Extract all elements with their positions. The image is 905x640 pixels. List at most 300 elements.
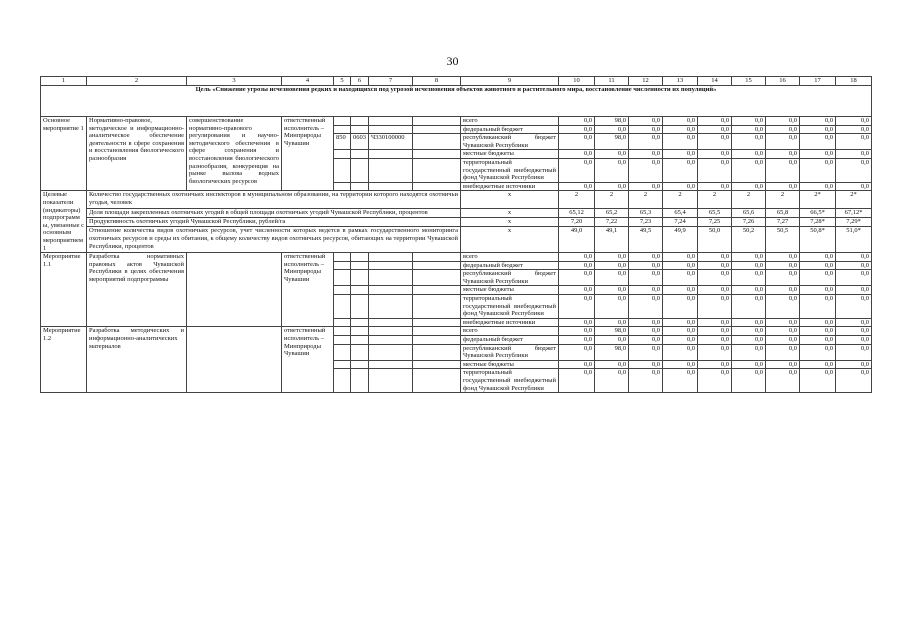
indicator-value-13: 65,4 bbox=[663, 208, 698, 217]
main-event-1-code-target: Ч330100000 bbox=[369, 134, 413, 150]
indicator-value-18: 67,12* bbox=[836, 208, 872, 217]
main-event-1-value-15: 0,0 bbox=[732, 182, 766, 191]
event-1-2-code-target bbox=[369, 369, 413, 393]
event-1-2-value-14: 0,0 bbox=[698, 336, 732, 345]
indicator-name: Отношение количества видов охотничьих ресурсов, учет численности которых ведется в рамках государственного мониторинга охотничьих ресурсов и среды их обитания, к общему количеству видов охотничьих ресурсов, обитающих на территории Чувашской Республики, процентов bbox=[87, 227, 461, 253]
column-number-6: 6 bbox=[351, 77, 369, 86]
indicator-x: x bbox=[461, 191, 559, 208]
column-number-8: 8 bbox=[413, 77, 461, 86]
event-1-1-value-13: 0,0 bbox=[663, 253, 698, 262]
column-number-15: 15 bbox=[732, 77, 766, 86]
event-1-2-value-10: 0,0 bbox=[559, 327, 595, 336]
main-event-1-funding-source: территориальный государственный внебюджетный фонд Чувашской Республики bbox=[461, 158, 559, 182]
event-1-2-value-13: 0,0 bbox=[663, 369, 698, 393]
event-1-1-value-16: 0,0 bbox=[766, 286, 800, 295]
main-event-1-funding-source: республиканский бюджет Чувашской Республики bbox=[461, 134, 559, 150]
main-event-1-value-17: 0,0 bbox=[800, 150, 836, 159]
main-event-1-title: Нормативно-правовое, методическое и информационно-аналитическое обеспечение деятельности в сфере сохранения и восстановления биологического разнообразия bbox=[87, 117, 187, 191]
column-number-11: 11 bbox=[595, 77, 629, 86]
main-event-1-value-15: 0,0 bbox=[732, 134, 766, 150]
event-1-2-value-17: 0,0 bbox=[800, 369, 836, 393]
main-event-1-value-10: 0,0 bbox=[559, 117, 595, 126]
event-1-1-code-type bbox=[413, 318, 461, 327]
indicator-value-12: 49,5 bbox=[629, 227, 663, 253]
event-1-2-code-type bbox=[413, 327, 461, 336]
event-1-2-code-section bbox=[351, 327, 369, 336]
event-1-2-value-10: 0,0 bbox=[559, 344, 595, 360]
event-1-1-value-15: 0,0 bbox=[732, 253, 766, 262]
main-event-1-result: совершенствование нормативно-правового регулирования и научно-методического обеспечения в сфере сохранения и восстановления биологического разнообразия, конкуренция на рынке вылова водных биологических ресурсов bbox=[187, 117, 282, 191]
event-1-1-code-section bbox=[351, 318, 369, 327]
event-1-1-value-17: 0,0 bbox=[800, 261, 836, 270]
event-1-1-value-13: 0,0 bbox=[663, 318, 698, 327]
main-event-1-value-18: 0,0 bbox=[836, 158, 872, 182]
main-event-1-code-section bbox=[351, 117, 369, 126]
goal-text: Цель «Снижение угрозы исчезновения редких и находящихся под угрозой исчезновения объектов животного и растительного мира, восстановление численности их популяций» bbox=[41, 86, 872, 117]
indicator-value-13: 49,9 bbox=[663, 227, 698, 253]
event-1-1-value-18: 0,0 bbox=[836, 261, 872, 270]
event-1-1-value-10: 0,0 bbox=[559, 286, 595, 295]
main-event-1-value-13: 0,0 bbox=[663, 134, 698, 150]
main-event-1-value-14: 0,0 bbox=[698, 125, 732, 134]
event-1-1-code-section bbox=[351, 286, 369, 295]
event-1-1-code-section bbox=[351, 253, 369, 262]
indicator-value-10: 2 bbox=[559, 191, 595, 208]
indicator-x: x bbox=[461, 227, 559, 253]
event-1-1-name: Мероприятие 1.1 bbox=[41, 253, 87, 327]
main-event-1-value-11: 0,0 bbox=[595, 150, 629, 159]
event-1-1-code-grbs bbox=[334, 295, 351, 319]
main-event-1-code-grbs: 850 bbox=[334, 134, 351, 150]
event-1-2-value-15: 0,0 bbox=[732, 360, 766, 369]
main-event-1-value-11: 98,0 bbox=[595, 117, 629, 126]
column-number-9: 9 bbox=[461, 77, 559, 86]
event-1-2-value-16: 0,0 bbox=[766, 336, 800, 345]
column-number-17: 17 bbox=[800, 77, 836, 86]
page-number: 30 bbox=[446, 54, 459, 68]
event-1-1-code-grbs bbox=[334, 270, 351, 286]
event-1-1-value-16: 0,0 bbox=[766, 261, 800, 270]
indicator-value-15: 65,6 bbox=[732, 208, 766, 217]
indicator-value-11: 49,1 bbox=[595, 227, 629, 253]
event-1-1-value-15: 0,0 bbox=[732, 318, 766, 327]
main-event-1-value-15: 0,0 bbox=[732, 158, 766, 182]
event-1-1-funding-source: территориальный государственный внебюджетный фонд Чувашской Республики bbox=[461, 295, 559, 319]
column-number-14: 14 bbox=[698, 77, 732, 86]
event-1-1-value-10: 0,0 bbox=[559, 270, 595, 286]
main-event-1-value-15: 0,0 bbox=[732, 150, 766, 159]
event-1-2-funding-source: республиканский бюджет Чувашской Республики bbox=[461, 344, 559, 360]
event-1-1-code-target bbox=[369, 318, 413, 327]
event-1-1-code-target bbox=[369, 286, 413, 295]
main-event-1-value-17: 0,0 bbox=[800, 125, 836, 134]
event-1-1-code-type bbox=[413, 295, 461, 319]
indicator-name: Количество государственных охотничьих инспекторов в муниципальном образовании, на территории которого находятся охотничьи угодья, человек bbox=[87, 191, 461, 208]
event-1-1-value-10: 0,0 bbox=[559, 318, 595, 327]
main-event-1-funding-source: всего bbox=[461, 117, 559, 126]
event-1-1-value-14: 0,0 bbox=[698, 253, 732, 262]
event-1-1-funding-source: всего bbox=[461, 253, 559, 262]
main-event-1-value-10: 0,0 bbox=[559, 134, 595, 150]
main-event-1-value-16: 0,0 bbox=[766, 117, 800, 126]
main-event-1-code-type bbox=[413, 117, 461, 126]
event-1-1-value-14: 0,0 bbox=[698, 318, 732, 327]
event-1-2-code-type bbox=[413, 369, 461, 393]
event-1-2-value-14: 0,0 bbox=[698, 369, 732, 393]
indicator-value-15: 7,26 bbox=[732, 218, 766, 227]
main-event-1-name: Основное мероприятие 1 bbox=[41, 117, 87, 191]
indicator-value-15: 50,2 bbox=[732, 227, 766, 253]
event-1-1-value-12: 0,0 bbox=[629, 286, 663, 295]
main-event-1-code-grbs bbox=[334, 158, 351, 182]
indicator-value-16: 7,27 bbox=[766, 218, 800, 227]
main-event-1-code-type bbox=[413, 125, 461, 134]
event-1-1-value-12: 0,0 bbox=[629, 318, 663, 327]
main-event-1-code-target bbox=[369, 150, 413, 159]
event-1-1-code-type bbox=[413, 253, 461, 262]
main-event-1-value-14: 0,0 bbox=[698, 134, 732, 150]
event-1-1-code-grbs bbox=[334, 318, 351, 327]
indicator-value-17: 66,5* bbox=[800, 208, 836, 217]
main-event-1-value-13: 0,0 bbox=[663, 158, 698, 182]
indicator-value-14: 50,0 bbox=[698, 227, 732, 253]
event-1-2-value-10: 0,0 bbox=[559, 360, 595, 369]
event-1-1-value-12: 0,0 bbox=[629, 270, 663, 286]
event-1-2-value-13: 0,0 bbox=[663, 327, 698, 336]
event-1-2-code-grbs bbox=[334, 369, 351, 393]
main-event-1-value-12: 0,0 bbox=[629, 117, 663, 126]
event-1-1-value-15: 0,0 bbox=[732, 270, 766, 286]
main-event-1-value-18: 0,0 bbox=[836, 134, 872, 150]
event-1-2-result bbox=[187, 327, 282, 393]
main-event-1-code-target bbox=[369, 117, 413, 126]
column-number-12: 12 bbox=[629, 77, 663, 86]
event-1-2-code-grbs bbox=[334, 344, 351, 360]
event-1-1-value-17: 0,0 bbox=[800, 253, 836, 262]
event-1-1-code-grbs bbox=[334, 253, 351, 262]
main-event-1-code-section bbox=[351, 158, 369, 182]
indicators-label: Целевые показатели (индикаторы) подпрограммы, увязанные с основным мероприятием 1 bbox=[41, 191, 87, 253]
event-1-2-value-15: 0,0 bbox=[732, 336, 766, 345]
event-1-2-value-17: 0,0 bbox=[800, 327, 836, 336]
column-number-5: 5 bbox=[334, 77, 351, 86]
indicator-value-11: 7,22 bbox=[595, 218, 629, 227]
event-1-2-code-grbs bbox=[334, 360, 351, 369]
event-1-1-value-13: 0,0 bbox=[663, 295, 698, 319]
main-event-1-value-15: 0,0 bbox=[732, 117, 766, 126]
event-1-1-value-16: 0,0 bbox=[766, 295, 800, 319]
main-event-1-value-10: 0,0 bbox=[559, 158, 595, 182]
event-1-2-value-10: 0,0 bbox=[559, 369, 595, 393]
event-1-2-funding-source: местные бюджеты bbox=[461, 360, 559, 369]
event-1-1-code-type bbox=[413, 261, 461, 270]
event-1-1-value-11: 0,0 bbox=[595, 318, 629, 327]
indicator-row bbox=[41, 218, 872, 227]
event-1-2-code-type bbox=[413, 360, 461, 369]
event-1-2-value-12: 0,0 bbox=[629, 336, 663, 345]
indicator-x: x bbox=[461, 208, 559, 217]
event-1-1-code-grbs bbox=[334, 261, 351, 270]
event-1-2-value-12: 0,0 bbox=[629, 327, 663, 336]
main-event-1-code-grbs bbox=[334, 182, 351, 191]
main-event-1-value-14: 0,0 bbox=[698, 158, 732, 182]
main-event-1-code-grbs bbox=[334, 117, 351, 126]
indicator-name: Продуктивность охотничьих угодий Чувашской Республики, рублей/га bbox=[87, 218, 461, 227]
event-1-2-value-17: 0,0 bbox=[800, 344, 836, 360]
event-1-1-code-target bbox=[369, 261, 413, 270]
column-number-2: 2 bbox=[87, 77, 187, 86]
indicator-value-12: 2 bbox=[629, 191, 663, 208]
event-1-2-code-grbs bbox=[334, 327, 351, 336]
event-1-2-value-11: 0,0 bbox=[595, 369, 629, 393]
event-1-1-code-section bbox=[351, 270, 369, 286]
event-1-1-value-18: 0,0 bbox=[836, 270, 872, 286]
main-event-1-value-10: 0,0 bbox=[559, 150, 595, 159]
event-1-2-value-16: 0,0 bbox=[766, 369, 800, 393]
event-1-2-value-17: 0,0 bbox=[800, 360, 836, 369]
main-event-1-value-12: 0,0 bbox=[629, 125, 663, 134]
event-1-2-code-section bbox=[351, 360, 369, 369]
indicator-value-13: 2 bbox=[663, 191, 698, 208]
event-1-1-value-14: 0,0 bbox=[698, 295, 732, 319]
main-event-1-executor: ответственный исполнитель – Минприроды Чувашии bbox=[282, 117, 334, 191]
indicator-value-12: 7,23 bbox=[629, 218, 663, 227]
main-event-1-value-11: 0,0 bbox=[595, 158, 629, 182]
indicator-value-18: 2* bbox=[836, 191, 872, 208]
event-1-2-code-section bbox=[351, 336, 369, 345]
column-number-1: 1 bbox=[41, 77, 87, 86]
event-1-2-value-16: 0,0 bbox=[766, 344, 800, 360]
event-1-1-value-17: 0,0 bbox=[800, 286, 836, 295]
event-1-2-funding-source: территориальный государственный внебюджетный фонд Чувашской Республики bbox=[461, 369, 559, 393]
event-1-2-value-18: 0,0 bbox=[836, 369, 872, 393]
main-event-1-funding-source: внебюджетные источники bbox=[461, 182, 559, 191]
event-1-1-value-14: 0,0 bbox=[698, 261, 732, 270]
main-event-1-code-type bbox=[413, 134, 461, 150]
event-1-2-value-13: 0,0 bbox=[663, 336, 698, 345]
main-event-1-value-14: 0,0 bbox=[698, 182, 732, 191]
event-1-2-value-14: 0,0 bbox=[698, 327, 732, 336]
main-event-1-value-13: 0,0 bbox=[663, 125, 698, 134]
main-event-1-code-grbs bbox=[334, 125, 351, 134]
event-1-1-value-10: 0,0 bbox=[559, 253, 595, 262]
main-event-1-value-12: 0,0 bbox=[629, 150, 663, 159]
event-1-1-value-18: 0,0 bbox=[836, 286, 872, 295]
indicator-value-17: 2* bbox=[800, 191, 836, 208]
event-1-1-value-12: 0,0 bbox=[629, 295, 663, 319]
event-1-1-code-target bbox=[369, 295, 413, 319]
event-1-1-value-10: 0,0 bbox=[559, 295, 595, 319]
event-1-2-code-target bbox=[369, 360, 413, 369]
column-number-7: 7 bbox=[369, 77, 413, 86]
event-1-1-code-section bbox=[351, 261, 369, 270]
indicator-value-11: 65,2 bbox=[595, 208, 629, 217]
event-1-2-value-18: 0,0 bbox=[836, 360, 872, 369]
event-1-1-value-17: 0,0 bbox=[800, 318, 836, 327]
event-1-1-value-14: 0,0 bbox=[698, 270, 732, 286]
event-1-1-code-type bbox=[413, 270, 461, 286]
event-1-1-value-18: 0,0 bbox=[836, 253, 872, 262]
main-event-1-value-18: 0,0 bbox=[836, 150, 872, 159]
indicator-value-18: 7,29* bbox=[836, 218, 872, 227]
column-number-10: 10 bbox=[559, 77, 595, 86]
main-event-1-value-16: 0,0 bbox=[766, 134, 800, 150]
main-event-1-value-12: 0,0 bbox=[629, 134, 663, 150]
event-1-2-value-11: 98,0 bbox=[595, 327, 629, 336]
main-event-1-value-13: 0,0 bbox=[663, 117, 698, 126]
event-1-2-value-16: 0,0 bbox=[766, 360, 800, 369]
indicator-value-17: 50,8* bbox=[800, 227, 836, 253]
event-1-1-value-15: 0,0 bbox=[732, 261, 766, 270]
main-event-1-code-section bbox=[351, 182, 369, 191]
event-1-1-funding-source: федеральный бюджет bbox=[461, 261, 559, 270]
event-1-1-value-16: 0,0 bbox=[766, 270, 800, 286]
event-1-2-value-11: 0,0 bbox=[595, 336, 629, 345]
main-event-1-code-grbs bbox=[334, 150, 351, 159]
event-1-1-value-15: 0,0 bbox=[732, 286, 766, 295]
event-1-2-code-section bbox=[351, 369, 369, 393]
main-event-1-value-11: 0,0 bbox=[595, 182, 629, 191]
main-event-1-code-section bbox=[351, 150, 369, 159]
event-1-1-value-13: 0,0 bbox=[663, 270, 698, 286]
main-event-1-code-type bbox=[413, 182, 461, 191]
main-event-1-code-section bbox=[351, 125, 369, 134]
event-1-1-row bbox=[41, 253, 872, 262]
column-number-18: 18 bbox=[836, 77, 872, 86]
event-1-1-value-13: 0,0 bbox=[663, 286, 698, 295]
event-1-2-value-16: 0,0 bbox=[766, 327, 800, 336]
main-event-1-value-11: 0,0 bbox=[595, 125, 629, 134]
main-event-1-value-17: 0,0 bbox=[800, 134, 836, 150]
column-number-13: 13 bbox=[663, 77, 698, 86]
event-1-2-code-target bbox=[369, 344, 413, 360]
event-1-2-value-15: 0,0 bbox=[732, 344, 766, 360]
event-1-1-value-18: 0,0 bbox=[836, 295, 872, 319]
event-1-2-funding-source: федеральный бюджет bbox=[461, 336, 559, 345]
indicator-value-14: 2 bbox=[698, 191, 732, 208]
event-1-2-code-section bbox=[351, 344, 369, 360]
main-event-1-code-target bbox=[369, 182, 413, 191]
main-event-1-value-10: 0,0 bbox=[559, 125, 595, 134]
column-number-16: 16 bbox=[766, 77, 800, 86]
event-1-2-value-13: 0,0 bbox=[663, 344, 698, 360]
main-event-1-value-18: 0,0 bbox=[836, 125, 872, 134]
event-1-1-value-17: 0,0 bbox=[800, 295, 836, 319]
main-event-1-value-18: 0,0 bbox=[836, 182, 872, 191]
event-1-1-value-11: 0,0 bbox=[595, 261, 629, 270]
indicator-row bbox=[41, 191, 872, 208]
indicator-value-11: 2 bbox=[595, 191, 629, 208]
event-1-2-value-14: 0,0 bbox=[698, 360, 732, 369]
main-event-1-value-14: 0,0 bbox=[698, 117, 732, 126]
event-1-2-value-14: 0,0 bbox=[698, 344, 732, 360]
main-event-1-funding-source: местные бюджеты bbox=[461, 150, 559, 159]
event-1-1-value-13: 0,0 bbox=[663, 261, 698, 270]
indicator-x: x bbox=[461, 218, 559, 227]
event-1-1-value-18: 0,0 bbox=[836, 318, 872, 327]
indicator-value-16: 2 bbox=[766, 191, 800, 208]
event-1-2-executor: ответственный исполнитель – Минприроды Чувашии bbox=[282, 327, 334, 393]
event-1-2-row bbox=[41, 327, 872, 336]
main-event-1-value-13: 0,0 bbox=[663, 150, 698, 159]
event-1-2-code-type bbox=[413, 336, 461, 345]
event-1-1-value-12: 0,0 bbox=[629, 253, 663, 262]
main-event-1-code-section: 0603 bbox=[351, 134, 369, 150]
event-1-2-code-target bbox=[369, 336, 413, 345]
event-1-2-code-grbs bbox=[334, 336, 351, 345]
main-event-1-value-17: 0,0 bbox=[800, 182, 836, 191]
indicator-value-17: 7,28* bbox=[800, 218, 836, 227]
column-number-3: 3 bbox=[187, 77, 282, 86]
main-event-1-value-17: 0,0 bbox=[800, 158, 836, 182]
main-event-1-value-16: 0,0 bbox=[766, 125, 800, 134]
main-event-1-code-type bbox=[413, 158, 461, 182]
event-1-1-title: Разработка нормативных правовых актов Чувашской Республики в целях обеспечения мероприятий подпрограммы bbox=[87, 253, 187, 327]
main-event-1-code-target bbox=[369, 125, 413, 134]
column-number-row bbox=[41, 77, 872, 86]
event-1-1-code-type bbox=[413, 286, 461, 295]
event-1-1-funding-source: внебюджетные источники bbox=[461, 318, 559, 327]
indicator-value-12: 65,3 bbox=[629, 208, 663, 217]
column-number-4: 4 bbox=[282, 77, 334, 86]
indicator-value-18: 51,0* bbox=[836, 227, 872, 253]
event-1-1-value-15: 0,0 bbox=[732, 295, 766, 319]
event-1-1-value-10: 0,0 bbox=[559, 261, 595, 270]
indicator-row bbox=[41, 227, 872, 253]
event-1-1-value-11: 0,0 bbox=[595, 253, 629, 262]
indicator-value-13: 7,24 bbox=[663, 218, 698, 227]
event-1-2-value-15: 0,0 bbox=[732, 327, 766, 336]
event-1-1-code-target bbox=[369, 270, 413, 286]
main-event-1-value-16: 0,0 bbox=[766, 182, 800, 191]
event-1-2-value-15: 0,0 bbox=[732, 369, 766, 393]
event-1-2-value-13: 0,0 bbox=[663, 360, 698, 369]
event-1-2-value-18: 0,0 bbox=[836, 344, 872, 360]
event-1-1-code-target bbox=[369, 253, 413, 262]
main-event-1-value-10: 0,0 bbox=[559, 182, 595, 191]
indicator-value-14: 7,25 bbox=[698, 218, 732, 227]
main-event-1-code-type bbox=[413, 150, 461, 159]
event-1-1-funding-source: республиканский бюджет Чувашской Республики bbox=[461, 270, 559, 286]
event-1-2-value-12: 0,0 bbox=[629, 369, 663, 393]
main-event-1-row bbox=[41, 117, 872, 126]
event-1-1-value-12: 0,0 bbox=[629, 261, 663, 270]
main-event-1-value-12: 0,0 bbox=[629, 158, 663, 182]
event-1-2-value-11: 98,0 bbox=[595, 344, 629, 360]
goal-row bbox=[41, 86, 872, 117]
event-1-1-value-14: 0,0 bbox=[698, 286, 732, 295]
indicator-name: Доля площади закрепленных охотничьих угодий в общей площади охотничьих угодий Чувашской Республики, процентов bbox=[87, 208, 461, 217]
main-event-1-value-16: 0,0 bbox=[766, 150, 800, 159]
event-1-1-value-11: 0,0 bbox=[595, 286, 629, 295]
event-1-1-code-grbs bbox=[334, 286, 351, 295]
indicator-value-10: 49,0 bbox=[559, 227, 595, 253]
event-1-2-value-12: 0,0 bbox=[629, 360, 663, 369]
indicator-value-10: 65,12 bbox=[559, 208, 595, 217]
event-1-1-value-17: 0,0 bbox=[800, 270, 836, 286]
main-event-1-value-15: 0,0 bbox=[732, 125, 766, 134]
program-table bbox=[40, 76, 872, 393]
main-event-1-code-target bbox=[369, 158, 413, 182]
event-1-2-value-10: 0,0 bbox=[559, 336, 595, 345]
indicator-row bbox=[41, 208, 872, 217]
event-1-1-value-11: 0,0 bbox=[595, 295, 629, 319]
event-1-2-name: Мероприятие 1.2 bbox=[41, 327, 87, 393]
main-event-1-value-16: 0,0 bbox=[766, 158, 800, 182]
event-1-2-code-target bbox=[369, 327, 413, 336]
event-1-1-value-16: 0,0 bbox=[766, 253, 800, 262]
event-1-2-value-11: 0,0 bbox=[595, 360, 629, 369]
